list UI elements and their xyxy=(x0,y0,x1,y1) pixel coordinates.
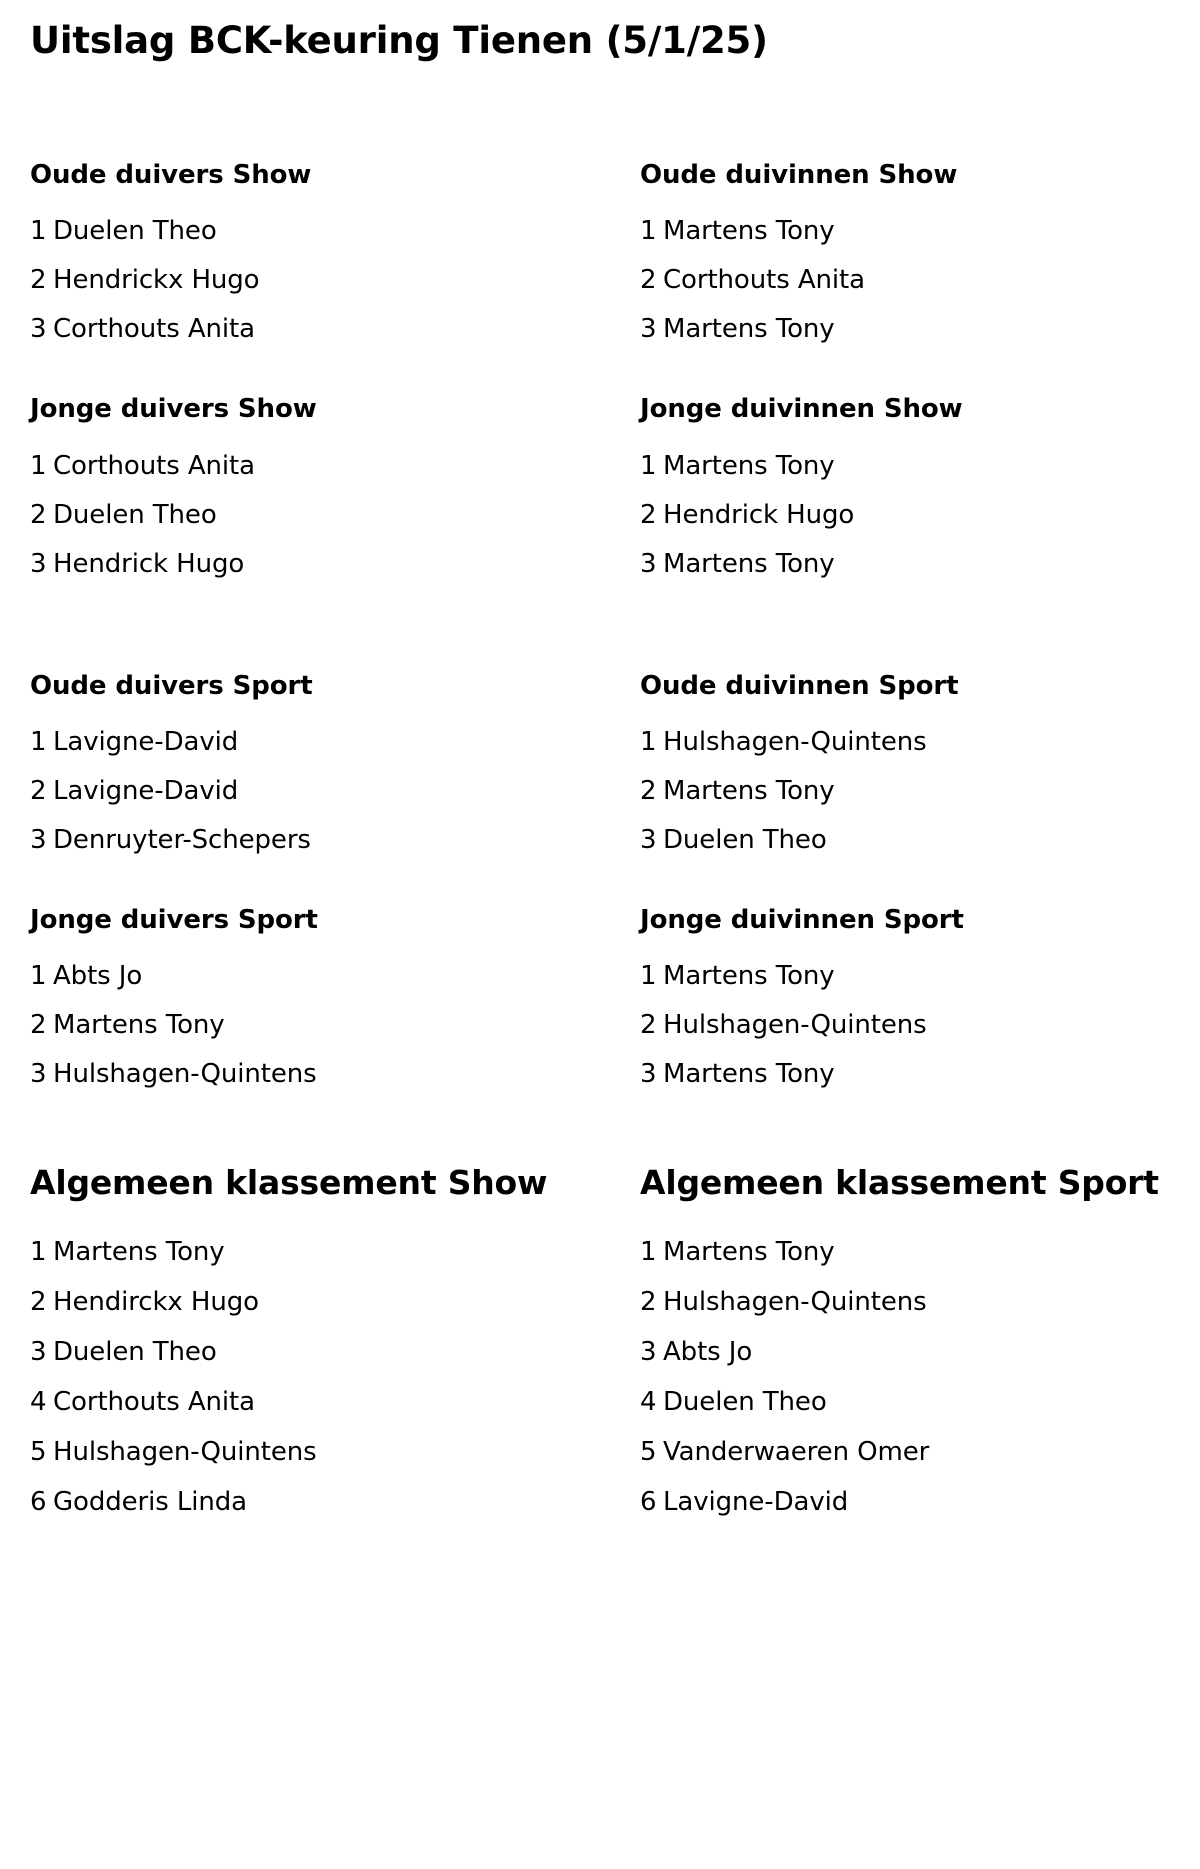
ranking-list xyxy=(30,718,640,865)
list-item xyxy=(640,767,1170,816)
category-jonge-duivers-sport xyxy=(30,905,640,1099)
name: Abts Jo xyxy=(663,1336,753,1367)
list-item xyxy=(640,442,1170,491)
rank: 2 xyxy=(30,775,47,806)
list-item xyxy=(640,1227,1170,1277)
list-item xyxy=(30,1427,640,1477)
overall-klassement-show xyxy=(30,1163,640,1527)
spacer xyxy=(30,354,1170,394)
rank: 1 xyxy=(640,450,657,481)
page-title: Uitslag BCK-keuring Tienen (5/1/25) xyxy=(30,19,768,62)
name: Hendrickx Hugo xyxy=(53,265,260,296)
list-item xyxy=(640,816,1170,865)
category-heading: Oude duivers Sport xyxy=(30,670,313,701)
rank: 1 xyxy=(30,1236,47,1267)
list-item xyxy=(30,491,640,540)
name: Hulshagen-Quintens xyxy=(663,1010,927,1040)
list-item xyxy=(30,1001,640,1050)
list-item xyxy=(640,1477,1170,1527)
list-item xyxy=(30,952,640,1001)
name: Martens Tony xyxy=(663,775,835,806)
list-item xyxy=(640,1050,1170,1099)
list-item xyxy=(640,207,1170,256)
rank: 1 xyxy=(640,1236,657,1267)
list-item xyxy=(30,816,640,865)
category-heading: Jonge duivinnen Show xyxy=(640,394,963,425)
name: Duelen Theo xyxy=(663,824,827,855)
list-item xyxy=(640,256,1170,305)
rank: 2 xyxy=(30,265,47,296)
rank: 3 xyxy=(30,824,47,855)
category-heading: Oude duivinnen Show xyxy=(640,160,958,191)
list-item xyxy=(640,1427,1170,1477)
category-oude-duivinnen-sport xyxy=(640,671,1170,865)
list-item xyxy=(30,305,640,354)
category-oude-duivers-sport xyxy=(30,671,640,865)
list-item xyxy=(30,1477,640,1527)
name: Martens Tony xyxy=(663,314,835,345)
name: Martens Tony xyxy=(663,216,835,247)
name: Martens Tony xyxy=(663,1236,835,1267)
name: Lavigne-David xyxy=(53,726,239,757)
jonge-sport-categories-grid xyxy=(30,905,1170,1099)
rank: 3 xyxy=(640,824,657,855)
category-jonge-duivers-show xyxy=(30,394,640,588)
ranking-list xyxy=(640,952,1170,1099)
name: Duelen Theo xyxy=(663,1386,827,1417)
name: Duelen Theo xyxy=(53,1336,217,1367)
rank: 5 xyxy=(640,1436,657,1467)
overall-standings-grid xyxy=(30,1163,1170,1527)
list-item xyxy=(640,718,1170,767)
spacer xyxy=(30,1099,1170,1163)
rank: 1 xyxy=(30,961,47,991)
category-heading: Jonge duivinnen Sport xyxy=(640,904,964,935)
overall-klassement-sport xyxy=(640,1163,1170,1527)
ranking-list xyxy=(30,207,640,354)
rank: 1 xyxy=(30,450,47,481)
rank: 2 xyxy=(640,265,657,296)
category-heading: Jonge duivers Sport xyxy=(30,904,318,935)
rank: 1 xyxy=(640,216,657,247)
rank: 1 xyxy=(640,961,657,991)
rank: 1 xyxy=(30,726,47,757)
ranking-list xyxy=(30,1227,640,1527)
name: Hulshagen-Quintens xyxy=(663,1286,927,1317)
list-item xyxy=(640,540,1170,589)
list-item xyxy=(640,491,1170,540)
name: Hulshagen-Quintens xyxy=(663,726,927,757)
category-oude-duivers-show xyxy=(30,160,640,354)
name: Denruyter-Schepers xyxy=(53,824,311,855)
name: Hulshagen-Quintens xyxy=(53,1059,317,1089)
ranking-list xyxy=(640,442,1170,589)
list-item xyxy=(30,442,640,491)
rank: 5 xyxy=(30,1436,47,1467)
rank: 3 xyxy=(30,548,47,579)
rank: 4 xyxy=(30,1386,47,1417)
rank: 2 xyxy=(30,1010,47,1040)
sport-categories-grid xyxy=(30,671,1170,865)
category-jonge-duivinnen-sport xyxy=(640,905,1170,1099)
name: Corthouts Anita xyxy=(53,314,255,345)
show-categories-grid xyxy=(30,160,1170,354)
name: Corthouts Anita xyxy=(53,450,255,481)
list-item xyxy=(640,952,1170,1001)
list-item xyxy=(30,1227,640,1277)
list-item xyxy=(640,1377,1170,1427)
category-oude-duivinnen-show xyxy=(640,160,1170,354)
rank: 1 xyxy=(30,216,47,247)
category-heading: Oude duivinnen Sport xyxy=(640,670,959,701)
ranking-list xyxy=(640,207,1170,354)
rank: 3 xyxy=(30,314,47,345)
spacer xyxy=(30,589,1170,671)
list-item xyxy=(30,1050,640,1099)
rank: 1 xyxy=(640,726,657,757)
rank: 2 xyxy=(640,1010,657,1040)
rank: 3 xyxy=(30,1336,47,1367)
name: Corthouts Anita xyxy=(53,1386,255,1417)
overall-heading: Algemeen klassement Show xyxy=(30,1163,548,1202)
name: Martens Tony xyxy=(663,548,835,579)
rank: 2 xyxy=(30,1286,47,1317)
name: Abts Jo xyxy=(53,961,143,991)
category-jonge-duivinnen-show xyxy=(640,394,1170,588)
name: Lavigne-David xyxy=(53,775,239,806)
name: Vanderwaeren Omer xyxy=(663,1436,930,1467)
rank: 3 xyxy=(640,314,657,345)
ranking-list xyxy=(30,442,640,589)
ranking-list xyxy=(640,1227,1170,1527)
rank: 6 xyxy=(30,1486,47,1517)
list-item xyxy=(640,1327,1170,1377)
list-item xyxy=(30,1377,640,1427)
jonge-show-categories-grid xyxy=(30,394,1170,588)
name: Corthouts Anita xyxy=(663,265,865,296)
overall-heading: Algemeen klassement Sport xyxy=(640,1163,1159,1202)
category-heading: Jonge duivers Show xyxy=(30,394,317,425)
rank: 3 xyxy=(640,1059,657,1089)
list-item xyxy=(30,1277,640,1327)
list-item xyxy=(30,256,640,305)
ranking-list xyxy=(30,952,640,1099)
name: Martens Tony xyxy=(663,961,835,991)
rank: 2 xyxy=(640,499,657,530)
name: Martens Tony xyxy=(663,450,835,481)
list-item xyxy=(30,207,640,256)
name: Hulshagen-Quintens xyxy=(53,1436,317,1467)
rank: 3 xyxy=(640,1336,657,1367)
rank: 3 xyxy=(640,548,657,579)
name: Duelen Theo xyxy=(53,499,217,530)
name: Martens Tony xyxy=(53,1010,225,1040)
category-heading: Oude duivers Show xyxy=(30,160,312,191)
rank: 2 xyxy=(640,775,657,806)
name: Duelen Theo xyxy=(53,216,217,247)
list-item xyxy=(30,1327,640,1377)
name: Hendrick Hugo xyxy=(663,499,855,530)
list-item xyxy=(30,718,640,767)
name: Lavigne-David xyxy=(663,1486,849,1517)
spacer xyxy=(30,865,1170,905)
rank: 2 xyxy=(30,499,47,530)
rank: 3 xyxy=(30,1059,47,1089)
ranking-list xyxy=(640,718,1170,865)
name: Hendirckx Hugo xyxy=(53,1286,259,1317)
name: Martens Tony xyxy=(53,1236,225,1267)
list-item xyxy=(640,1277,1170,1327)
rank: 4 xyxy=(640,1386,657,1417)
rank: 2 xyxy=(640,1286,657,1317)
name: Hendrick Hugo xyxy=(53,548,245,579)
list-item xyxy=(640,1001,1170,1050)
rank: 6 xyxy=(640,1486,657,1517)
name: Godderis Linda xyxy=(53,1486,248,1517)
list-item xyxy=(640,305,1170,354)
list-item xyxy=(30,767,640,816)
name: Martens Tony xyxy=(663,1059,835,1089)
list-item xyxy=(30,540,640,589)
spacer xyxy=(30,64,1170,160)
